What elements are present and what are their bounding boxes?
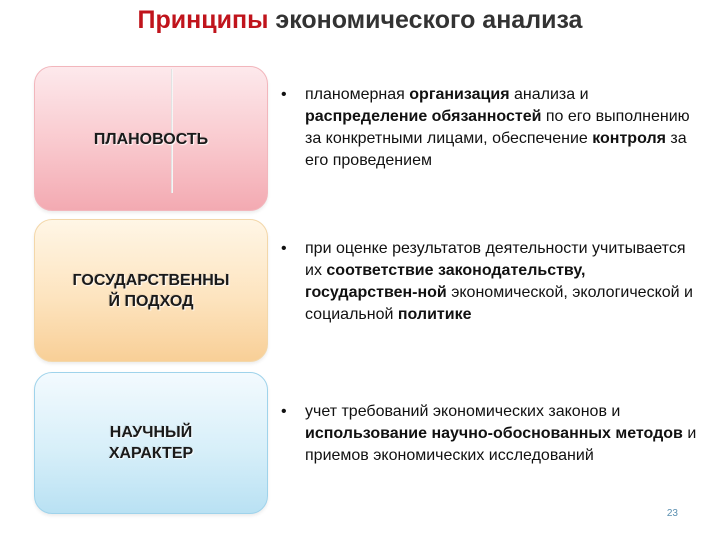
description-bold-run: распределение обязанностей: [305, 108, 542, 125]
principle-description-scientific: [281, 401, 701, 467]
principle-card-scientific: [34, 372, 268, 514]
principle-label-planning: ПЛАНОВОСТЬ: [93, 131, 209, 148]
slide-title: [0, 6, 720, 35]
description-bold-run: политике: [397, 306, 472, 323]
description-text: [305, 238, 701, 326]
description-text: [305, 401, 701, 467]
description-text: [305, 84, 701, 172]
principle-label-scientific: НАУЧНЫЙ ХАРАКТЕР: [108, 424, 194, 462]
bullet-icon: •: [281, 86, 287, 103]
description-run: по его выполнению за конкретными лицами, обеспечение: [305, 108, 690, 147]
bullet-icon: •: [281, 403, 287, 420]
description-bold-run: контроля: [592, 130, 666, 147]
title-accent: Принципы: [137, 6, 269, 34]
description-bold-run: использование научно-обоснованных методов: [305, 425, 683, 442]
title-rest: экономического анализа: [268, 6, 583, 34]
bullet-icon: •: [281, 240, 287, 257]
description-run: при оценке результатов деятельности учитывается их: [305, 240, 686, 279]
description-run: и приемов экономических исследований: [305, 425, 697, 464]
description-run: за его проведением: [305, 130, 687, 169]
description-run: анализа и: [509, 86, 589, 103]
principle-description-state-approach: [281, 238, 701, 326]
description-run: экономической, экологической и социальной: [305, 284, 693, 323]
principle-description-planning: [281, 84, 701, 172]
principle-label-state-approach: ГОСУДАРСТВЕННЫ Й ПОДХОД: [72, 271, 230, 310]
description-run: учет требований экономических законов и: [305, 403, 621, 420]
description-bold-run: организация: [409, 86, 510, 103]
description-bold-run: соответствие законодательству, государствен-ной: [305, 262, 586, 301]
page-number: 23: [666, 508, 678, 519]
principle-card-planning: [34, 66, 268, 211]
principle-card-state-approach: [34, 219, 268, 362]
description-run: планомерная: [305, 86, 410, 103]
